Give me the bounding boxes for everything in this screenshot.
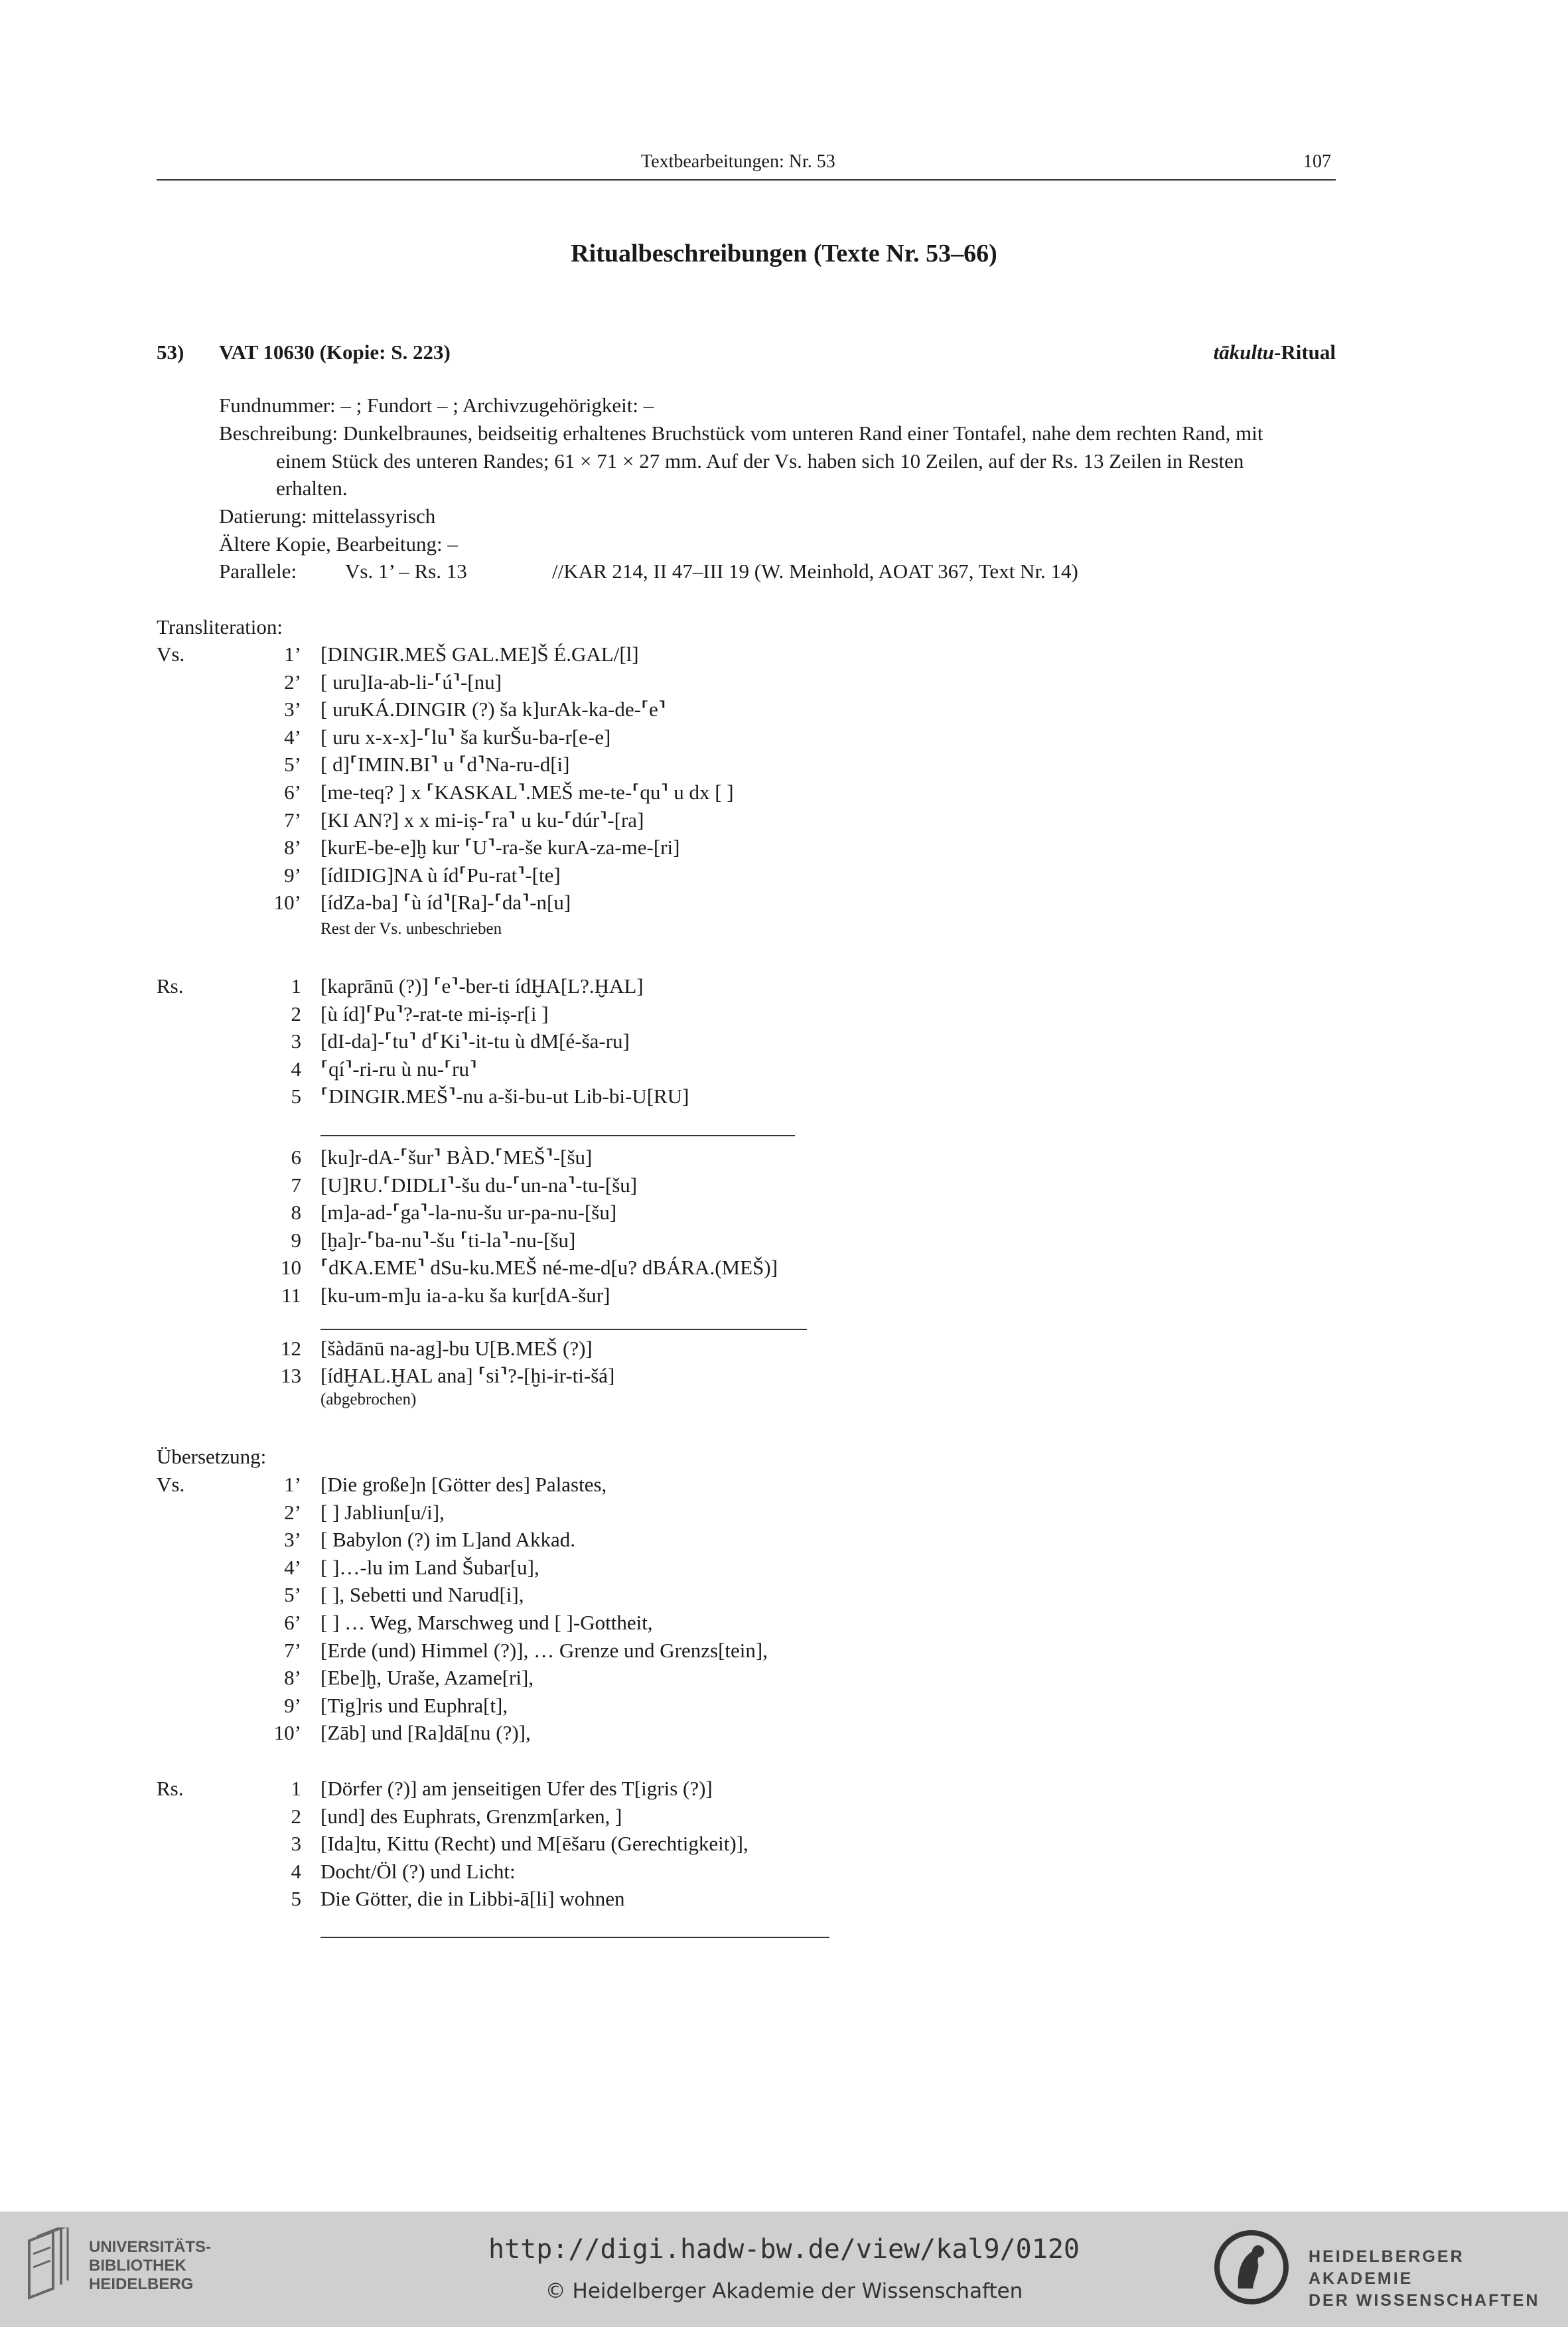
aeltere-kopie: Ältere Kopie, Bearbeitung: – [219, 532, 458, 556]
line-number: 4’ [284, 1555, 301, 1579]
beschreibung-line-3: erhalten. [276, 477, 348, 500]
line-text: Docht/Öl (?) und Licht: [321, 1859, 516, 1883]
line-number: 8 [291, 1201, 301, 1225]
uebers-rs-label: Rs. [157, 1777, 184, 1800]
line-number: 3 [291, 1832, 301, 1856]
line-number: 2’ [284, 670, 301, 694]
parallele-label: Parallele: [219, 560, 297, 583]
line-number: 6’ [284, 781, 301, 804]
line-text: [ d]⸢IMIN.BI⸣ u ⸢d⸣Na-ru-d[i] [321, 753, 570, 777]
line-number: 3 [291, 1029, 301, 1053]
fundnummer: Fundnummer: – ; Fundort – ; Archivzugehörigkeit: – [219, 394, 654, 417]
line-number: 5’ [284, 753, 301, 777]
translit-vs-note: Rest der Vs. unbeschrieben [321, 920, 502, 938]
page-number: 107 [1303, 151, 1331, 172]
line-text: [Ida]tu, Kittu (Recht) und M[ēšaru (Gerechtigkeit)], [321, 1832, 748, 1856]
line-text: [ ], Sebetti und Narud[i], [321, 1583, 524, 1607]
line-number: 5 [291, 1085, 301, 1108]
line-text: [šàdānū na-ag]-bu U[B.MEŠ (?)] [321, 1336, 593, 1360]
uebers-vs-label: Vs. [157, 1473, 185, 1496]
line-text: [U]RU.⸢DIDLI⸣-šu du-⸢un-na⸣-tu-[šu] [321, 1173, 638, 1197]
line-text: [Dörfer (?)] am jenseitigen Ufer des T[igris (?)] [321, 1777, 713, 1800]
beschreibung-line-1: Beschreibung: Dunkelbraunes, beidseitig erhaltenes Bruchstück vom unteren Rand einer Tontafel, nahe dem rechten Rand, mit [219, 421, 1263, 445]
line-number: 1’ [284, 1473, 301, 1496]
line-number: 8’ [284, 1666, 301, 1690]
line-number: 9 [291, 1228, 301, 1252]
line-number: 7’ [284, 1638, 301, 1662]
line-number: 1 [291, 1777, 301, 1800]
line-number: 10 [281, 1256, 301, 1280]
divider-rule [321, 1329, 807, 1330]
line-number: 11 [281, 1284, 301, 1307]
line-text: [ ] … Weg, Marschweg und [ ]-Gottheit, [321, 1611, 653, 1634]
parallele-ref: //KAR 214, II 47–III 19 (W. Meinhold, AOAT 367, Text Nr. 14) [552, 560, 1078, 583]
line-text: [ku-um-m]u ia-a-ku ša kur[dA-šur] [321, 1284, 610, 1307]
line-number: 6 [291, 1146, 301, 1169]
line-text: [ Babylon (?) im L]and Akkad. [321, 1528, 575, 1552]
transliteration-heading: Transliteration: [157, 615, 283, 638]
line-number: 7 [291, 1173, 301, 1197]
line-number: 12 [281, 1336, 301, 1360]
copyright: © Heidelberger Akademie der Wissenschaften [545, 2279, 1023, 2303]
line-number: 2 [291, 1804, 301, 1828]
line-text: [ḫa]r-⸢ba-nu⸣-šu ⸢ti-la⸣-nu-[šu] [321, 1228, 576, 1252]
line-text: Die Götter, die in Libbi-ā[li] wohnen [321, 1887, 625, 1911]
academy-name: HEIDELBERGER AKADEMIE DER WISSENSCHAFTEN [1309, 2247, 1540, 2310]
line-number: 4 [291, 1859, 301, 1883]
line-text: [ uru]Ia-ab-li-⸢ú⸣-[nu] [321, 670, 502, 694]
line-text: [Erde (und) Himmel (?)], … Grenze und Grenzs[tein], [321, 1638, 768, 1662]
line-text: [ uru x-x-x]-⸢lu⸣ ša kurŠu-ba-r[e-e] [321, 725, 611, 749]
line-text: [ uruKÁ.DINGIR (?) ša k]urAk-ka-de-⸢e⸣ [321, 698, 666, 721]
line-text: [ù íd]⸢Pu⸣?-rat-te mi-iṣ-r[i ] [321, 1002, 549, 1025]
line-number: 10’ [273, 891, 301, 915]
line-number: 5’ [284, 1583, 301, 1607]
line-text: [Die große]n [Götter des] Palastes, [321, 1473, 607, 1496]
entry-label: VAT 10630 (Kopie: S. 223) [219, 340, 451, 364]
line-text: ⸢dKA.EME⸣ dSu-ku.MEŠ né-me-d[u? dBÁRA.(MEŠ)] [321, 1256, 778, 1280]
translit-vs-label: Vs. [157, 642, 185, 666]
parallele-range: Vs. 1’ – Rs. 13 [345, 560, 467, 583]
line-text: [KI AN?] x x mi-iṣ-⸢ra⸣ u ku-⸢dúr⸣-[ra] [321, 808, 644, 832]
line-number: 6’ [284, 1611, 301, 1634]
translit-rs-label: Rs. [157, 974, 184, 998]
line-text: [und] des Euphrats, Grenzm[arken, ] [321, 1804, 622, 1828]
footer-band [0, 2212, 1568, 2327]
line-text: [ ]…-lu im Land Šubar[u], [321, 1555, 539, 1579]
line-text: [Tig]ris und Euphra[t], [321, 1693, 508, 1717]
line-text: [ku]r-dA-⸢šur⸣ BÀD.⸢MEŠ⸣-[šu] [321, 1146, 593, 1169]
line-number: 3’ [284, 1528, 301, 1552]
running-title: Textbearbeitungen: Nr. 53 [641, 151, 835, 172]
entry-genre [1214, 338, 1336, 366]
line-number: 1 [291, 974, 301, 998]
line-number: 2 [291, 1002, 301, 1025]
line-text: [m]a-ad-⸢ga⸣-la-nu-šu ur-pa-nu-[šu] [321, 1201, 617, 1225]
divider-rule [321, 1937, 829, 1938]
line-text: [ídZa-ba] ⸢ù íd⸣[Ra]-⸢da⸣-n[u] [321, 891, 571, 915]
line-number: 4 [291, 1057, 301, 1081]
line-number: 13 [281, 1364, 301, 1388]
translation-heading: Übersetzung: [157, 1445, 267, 1468]
translit-rs-note: (abgebrochen) [321, 1390, 417, 1408]
line-text: [kurE-be-e]ḫ kur ⸢U⸣-ra-še kurA-za-me-[ri] [321, 836, 680, 860]
line-number: 8’ [284, 836, 301, 860]
line-number: 10’ [273, 1721, 301, 1745]
line-number: 5 [291, 1887, 301, 1911]
line-number: 4’ [284, 725, 301, 749]
line-text: [me-teq? ] x ⸢KASKAL⸣.MEŠ me-te-⸢qu⸣ u dx [ ] [321, 781, 734, 804]
line-number: 3’ [284, 698, 301, 721]
section-title: Ritualbeschreibungen (Texte Nr. 53–66) [571, 240, 997, 267]
header-rule [157, 179, 1336, 181]
line-text: ⸢qí⸣-ri-ru ù nu-⸢ru⸣ [321, 1057, 478, 1081]
datierung: Datierung: mittelassyrisch [219, 504, 436, 528]
line-text: [ ] Jabliun[u/i], [321, 1500, 445, 1524]
source-url[interactable]: http://digi.hadw-bw.de/view/kal9/0120 [488, 2234, 1080, 2265]
genre-italic: tākultu [1213, 340, 1274, 364]
university-library-name: UNIVERSITÄTS- BIBLIOTHEK HEIDELBERG [89, 2238, 212, 2293]
genre-rest: -Ritual [1274, 340, 1336, 364]
line-text: [Ebe]ḫ, Uraše, Azame[ri], [321, 1666, 534, 1690]
entry-number: 53) [157, 340, 184, 364]
line-text: [dI-da]-⸢tu⸣ d⸢Ki⸣-it-tu ù dM[é-ša-ru] [321, 1029, 630, 1053]
academy-seal-icon [1212, 2227, 1291, 2307]
line-number: 9’ [284, 863, 301, 887]
line-number: 9’ [284, 1693, 301, 1717]
line-number: 1’ [284, 642, 301, 666]
line-text: [ídIDIG]NA ù íd⸢Pu-rat⸣-[te] [321, 863, 561, 887]
line-text: [ídḪAL.ḪAL ana] ⸢si⸣?-[ḫi-ir-ti-šá] [321, 1364, 615, 1388]
line-number: 7’ [284, 808, 301, 832]
line-number: 2’ [284, 1500, 301, 1524]
line-text: [kaprānū (?)] ⸢e⸣-ber-ti ídḪA[L?.ḪAL] [321, 974, 644, 998]
line-text: [Zāb] und [Ra]dā[nu (?)], [321, 1721, 531, 1745]
divider-rule [321, 1135, 795, 1136]
line-text: [DINGIR.MEŠ GAL.ME]Š É.GAL/[l] [321, 642, 639, 666]
beschreibung-line-2: einem Stück des unteren Randes; 61 × 71 × 27 mm. Auf der Vs. haben sich 10 Zeilen, auf der Rs. 13 Zeilen in Resten [276, 449, 1244, 473]
line-text: ⸢DINGIR.MEŠ⸣-nu a-ši-bu-ut Lib-bi-U[RU] [321, 1085, 689, 1108]
